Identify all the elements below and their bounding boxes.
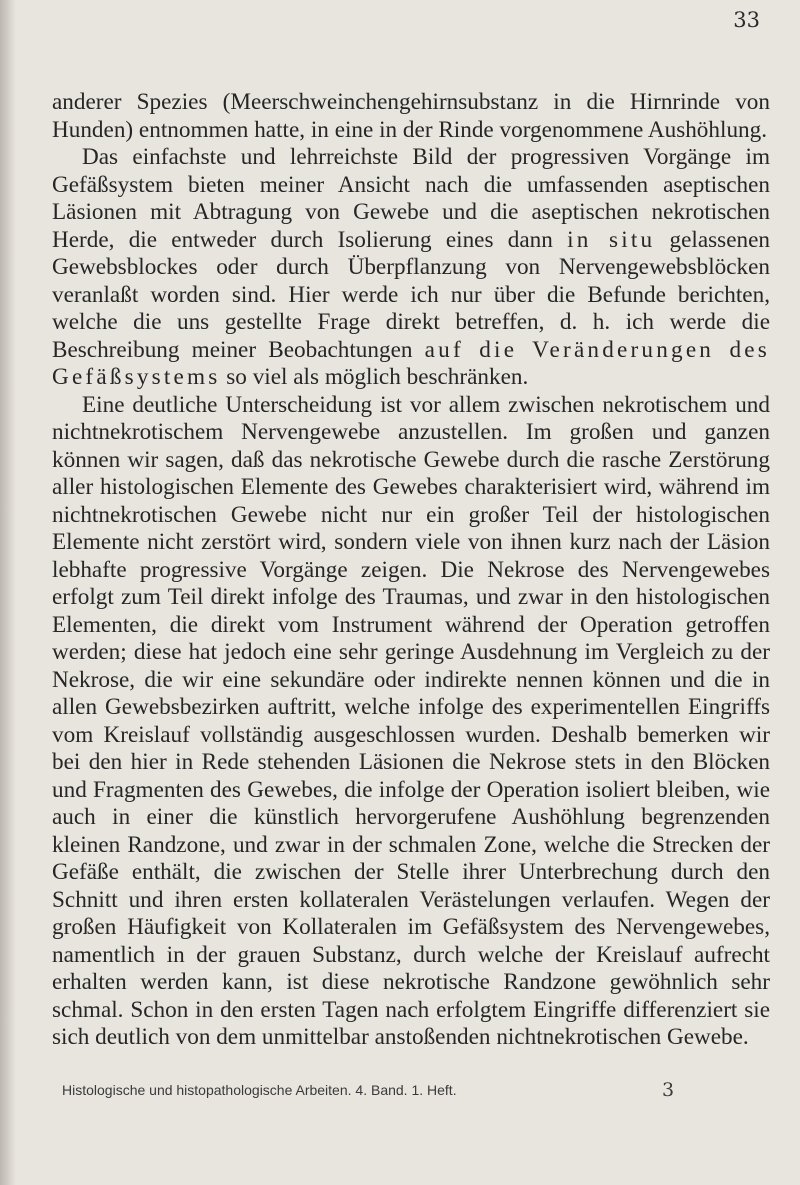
page-number: 33: [733, 8, 760, 32]
page-footer: [62, 1079, 762, 1101]
paragraph-text: so viel als möglich beschränken.: [220, 364, 529, 390]
body-text: [52, 89, 770, 1052]
paragraph: [52, 392, 770, 1052]
paragraph-text: anderer Spezies (Meerschweinchengehirnsubstanz in die Hirnrinde von Hunden) entnommen hatte, in eine in der Rinde vorgenommene Aushöhlung.: [52, 89, 770, 143]
paragraph-text: Das einfachste und lehrreichste Bild der progressiven Vorgänge im Gefäßsystem bieten meiner Ansicht nach die umfassenden aseptischen Läsionen mit Abtragung von Gewebe und die aseptischen nekrotischen Herde, die entweder durch Isolierung eines dann: [52, 144, 770, 253]
page-edge-shadow: [0, 0, 16, 1185]
paragraph: [52, 89, 770, 144]
spaced-emphasis-text: auf die Veränderungen des Gefäßsystems: [52, 336, 770, 390]
signature-mark: 3: [662, 1079, 675, 1101]
spaced-emphasis-text: in situ: [567, 226, 656, 253]
paragraph-text: gelassenen Gewebsblockes oder durch Überpflanzung von Nervengewebsblöcken veranlaßt worden sind. Hier werde ich nur über die Befunde berichten, welche die uns gestellte Frage direkt betreffen, d. h. ich werde die Beschreibung meiner Beobachtungen: [52, 226, 770, 363]
paragraph: [52, 144, 770, 392]
journal-reference: Histologische und histopathologische Arbeiten. 4. Band. 1. Heft.: [62, 1082, 457, 1098]
paragraph-text: Eine deutliche Unterscheidung ist vor allem zwischen nekrotischem und nichtnekrotischem Nervengewebe anzustellen. Im großen und ganzen können wir sagen, daß das nekrotische Gewebe durch die rasche Zerstörung aller histologischen Elemente des Gewebes charakterisiert wird, während im nichtnekrotischen Gewebe nicht nur ein großer Teil der histologischen Elemente nicht zerstört wird, sondern viele von ihnen kurz nach der Läsion lebhafte progressive Vorgänge zeigen. Die Nekrose des Nervengewebes erfolgt zum Teil direkt infolge des Traumas, und zwar in den histologischen Elementen, die direkt vom Instrument während der Operation getroffen werden; diese hat jedoch eine sehr geringe Ausdehnung im Vergleich zu der Nekrose, die wir eine sekundäre oder indirekte nennen können und die in allen Gewebsbezirken auftritt, welche infolge des experimentellen Eingriffs vom Kreislauf vollständig ausgeschlossen wurden. Deshalb bemerken wir bei den hier in Rede stehenden Läsionen die Nekrose stets in den Blöcken und Fragmenten des Gewebes, die infolge der Operation isoliert bleiben, wie auch in einer die künstlich hervorgerufene Aushöhlung begrenzenden kleinen Randzone, und zwar in der schmalen Zone, welche die Strecken der Gefäße enthält, die zwischen der Stelle ihrer Unterbrechung durch den Schnitt und ihren ersten kollateralen Verästelungen verlaufen. Wegen der großen Häufigkeit von Kollateralen im Gefäßsystem des Nervengewebes, namentlich in der grauen Substanz, durch welche der Kreislauf aufrecht erhalten werden kann, ist diese nekrotische Randzone gewöhnlich sehr schmal. Schon in den ersten Tagen nach erfolgtem Eingriffe differenziert sie sich deutlich von dem unmittelbar anstoßenden nichtnekrotischen Gewebe.: [52, 391, 770, 1050]
